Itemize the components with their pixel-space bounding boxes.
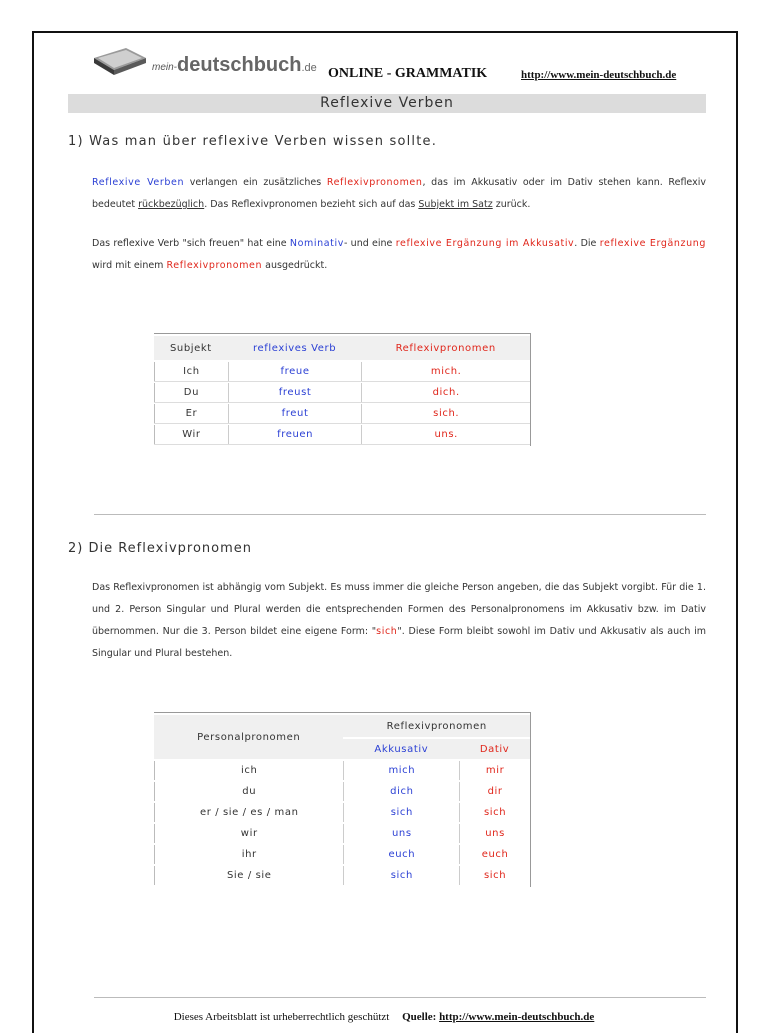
header-subjekt: Subjekt [154, 336, 228, 360]
text: Das reflexive Verb "sich freuen" hat eine [92, 238, 290, 249]
section1-heading: 1) Was man über reflexive Verben wissen sollte. [68, 134, 438, 149]
section2-heading: 2) Die Reflexivpronomen [68, 541, 252, 556]
reflexivpronomen-table [154, 712, 531, 887]
header-reflexives-verb: reflexives Verb [228, 336, 362, 360]
reflexive-verb-table [154, 333, 531, 446]
term-reflexive-verben: Reflexive Verben [92, 177, 185, 188]
book-logo-icon [92, 44, 148, 76]
cell-dativ: euch [459, 845, 530, 864]
text: - und eine [343, 238, 396, 249]
cell-personalpronomen: du [154, 782, 343, 801]
header-dativ: Dativ [459, 739, 530, 759]
cell-subjekt: Wir [154, 425, 228, 444]
text: verlangen ein zusätzliches [184, 177, 327, 188]
text: zurück. [492, 199, 531, 210]
page-title: Reflexive Verben [68, 94, 706, 113]
cell-personalpronomen: ich [154, 761, 343, 780]
table-row [154, 362, 530, 381]
header-site-link[interactable]: http://www.mein-deutschbuch.de [521, 69, 677, 81]
cell-dativ: sich [459, 866, 530, 885]
cell-dativ: uns [459, 824, 530, 843]
section1-paragraph2 [92, 233, 706, 277]
cell-akkusativ: uns [343, 824, 459, 843]
term-sich: sich [376, 626, 398, 637]
text: Das Reflexivpronomen ist abhängig vom Subjekt. Es muss immer die gleiche Person angeben, die das Subjekt vorgibt. Für die 1. und 2. Person Singular und Plural werden die entsprechenden Formen des Personalpronomens im Akkusativ bzw. im Dativ übernommen. Nur die 3. Person bildet eine eigene Form: " [92, 582, 706, 637]
site-logo[interactable] [92, 44, 317, 76]
section2-paragraph [92, 577, 706, 665]
header-reflexivpronomen: Reflexivpronomen [361, 336, 530, 360]
term-nominativ: Nominativ [289, 238, 344, 249]
cell-dativ: sich [459, 803, 530, 822]
table-row [154, 845, 530, 864]
logo-prefix: mein- [152, 62, 178, 73]
text: , das im Akkusativ oder im Dativ stehen kann. Reflexiv bedeutet [92, 177, 706, 210]
table-row [154, 803, 530, 822]
footer-copyright: Dieses Arbeitsblatt ist urheberrechtlich geschützt [173, 1011, 390, 1023]
term-subjekt-im-satz: Subjekt im Satz [418, 199, 493, 210]
logo-name: deutschbuch [177, 54, 302, 76]
section1-paragraph1 [92, 172, 706, 216]
term-reflexive-ergaenzung-akkusativ: reflexive Ergänzung im Akkusativ [395, 238, 575, 249]
cell-personalpronomen: er / sie / es / man [154, 803, 343, 822]
footer-source-label: Quelle: [402, 1011, 437, 1023]
footer-divider [94, 997, 706, 998]
cell-personalpronomen: Sie / sie [154, 866, 343, 885]
table-row [154, 383, 530, 402]
term-reflexivpronomen: Reflexivpronomen [166, 260, 263, 271]
term-rueckbezueglich: rückbezüglich [138, 199, 205, 210]
table-row [154, 425, 530, 444]
term-reflexivpronomen: Reflexivpronomen [326, 177, 423, 188]
text: ausgedrückt. [262, 260, 328, 271]
cell-dativ: dir [459, 782, 530, 801]
header-personalpronomen: Personalpronomen [154, 715, 343, 759]
text: wird mit einem [92, 260, 167, 271]
cell-pronomen: uns. [361, 425, 530, 444]
cell-subjekt: Du [154, 383, 228, 402]
text: . Die [574, 238, 600, 249]
header-title: ONLINE - GRAMMATIK [328, 66, 488, 81]
cell-personalpronomen: wir [154, 824, 343, 843]
footer-source-link[interactable]: http://www.mein-deutschbuch.de [439, 1011, 595, 1023]
section-divider [94, 514, 706, 515]
cell-verb: freut [228, 404, 362, 423]
logo-tld: .de [301, 62, 317, 74]
cell-verb: freust [228, 383, 362, 402]
cell-verb: freue [228, 362, 362, 381]
table-row [154, 782, 530, 801]
table-row [154, 824, 530, 843]
table-header-row [154, 715, 530, 737]
cell-akkusativ: euch [343, 845, 459, 864]
footer [0, 1011, 768, 1023]
text: ". Diese Form bleibt sowohl im Dativ und Akkusativ als auch im Singular und Plural bestehen. [92, 626, 706, 659]
cell-akkusativ: sich [343, 866, 459, 885]
text: . Das Reflexivpronomen bezieht sich auf das [204, 199, 419, 210]
cell-subjekt: Er [154, 404, 228, 423]
term-reflexive-ergaenzung: reflexive Ergänzung [599, 238, 707, 249]
cell-akkusativ: mich [343, 761, 459, 780]
table-row [154, 866, 530, 885]
header-reflexivpronomen: Reflexivpronomen [343, 715, 530, 737]
table-header-row [154, 336, 530, 360]
cell-akkusativ: dich [343, 782, 459, 801]
table-row [154, 404, 530, 423]
cell-verb: freuen [228, 425, 362, 444]
cell-dativ: mir [459, 761, 530, 780]
table-row [154, 761, 530, 780]
cell-personalpronomen: ihr [154, 845, 343, 864]
cell-pronomen: sich. [361, 404, 530, 423]
cell-subjekt: Ich [154, 362, 228, 381]
header-akkusativ: Akkusativ [343, 739, 459, 759]
cell-pronomen: dich. [361, 383, 530, 402]
cell-akkusativ: sich [343, 803, 459, 822]
cell-pronomen: mich. [361, 362, 530, 381]
